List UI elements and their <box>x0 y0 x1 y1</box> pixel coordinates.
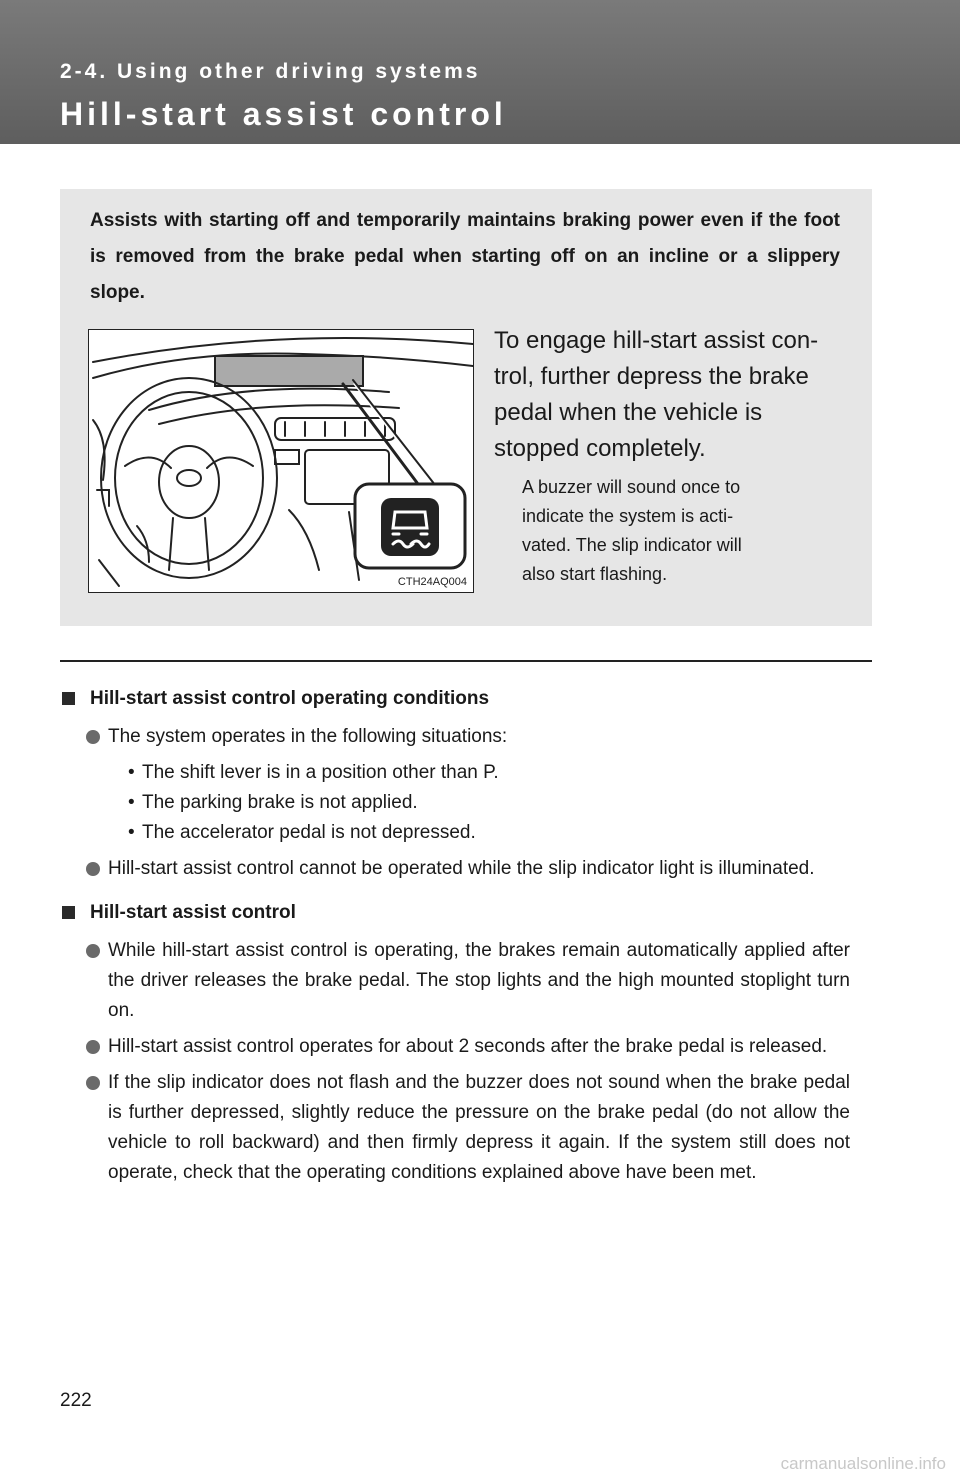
dot-bullet-icon: • <box>128 822 135 843</box>
main-content <box>60 684 850 1194</box>
page-title: Hill-start assist control <box>60 96 507 132</box>
instruction-text: To engage hill-start assist con- trol, further depress the brake pedal when the vehicle is stopped completely. <box>494 327 819 462</box>
square-bullet-icon <box>62 906 75 919</box>
sub-item: • The shift lever is in a position other than P. <box>60 758 850 788</box>
bullet-item: If the slip indicator does not flash and the buzzer does not sound when the brake pedal is further depressed, slightly reduce the pressure on the brake pedal (do not allow the vehicle to roll backward) and then firmly depress it again. If the system still does not operate, check that the operating conditions explained above have been met. <box>60 1068 850 1188</box>
circle-bullet-icon <box>86 1040 100 1054</box>
section-label: 2-4. Using other driving systems <box>60 60 481 83</box>
bullet-item: Hill-start assist control operates for about 2 seconds after the brake pedal is released. <box>60 1032 850 1062</box>
sub-item: • The accelerator pedal is not depressed. <box>60 818 850 848</box>
dot-bullet-icon: • <box>128 792 135 813</box>
bullet-item: Hill-start assist control cannot be operated while the slip indicator light is illuminated. <box>60 854 850 884</box>
square-bullet-icon <box>62 692 75 705</box>
bullet-item: While hill-start assist control is operating, the brakes remain automatically applied after the driver releases the brake pedal. The stop lights and the high mounted stoplight turn on. <box>60 936 850 1026</box>
bullet-item: The system operates in the following situations: <box>60 722 850 752</box>
circle-bullet-icon <box>86 944 100 958</box>
figure-code: CTH24AQ004 <box>397 576 467 588</box>
intro-box <box>60 189 872 626</box>
circle-bullet-icon <box>86 862 100 876</box>
dot-bullet-icon: • <box>128 762 135 783</box>
dashboard-illustration <box>88 329 474 593</box>
page-header <box>0 0 960 144</box>
section-heading: Hill-start assist control <box>60 898 850 928</box>
circle-bullet-icon <box>86 1076 100 1090</box>
section-divider <box>60 660 872 662</box>
section-heading: Hill-start assist control operating conditions <box>60 684 850 714</box>
intro-text: Assists with starting off and temporarily maintains braking power even if the foot is removed from the brake pedal when starting off on an incline or a slippery slope. <box>90 210 840 303</box>
circle-bullet-icon <box>86 730 100 744</box>
dashboard-drawing <box>89 330 473 592</box>
page-number: 222 <box>60 1390 92 1411</box>
note-text: A buzzer will sound once to indicate the system is acti- vated. The slip indicator will also start flashing. <box>522 477 742 584</box>
sub-item: • The parking brake is not applied. <box>60 788 850 818</box>
watermark: carmanualsonline.info <box>780 1454 946 1473</box>
